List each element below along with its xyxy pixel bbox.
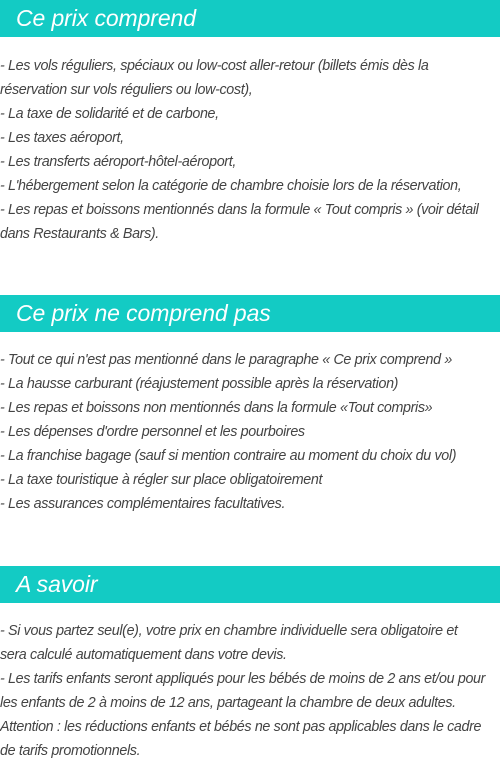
text-line: - Si vous partez seul(e), votre prix en chambre individuelle sera obligatoire et — [0, 623, 458, 639]
text-line: de tarifs promotionnels. — [0, 743, 141, 759]
text-line: - Les dépenses d'ordre personnel et les pourboires — [0, 424, 305, 440]
text-line: - Les repas et boissons non mentionnés dans la formule «Tout compris» — [0, 400, 433, 416]
text-line: dans Restaurants & Bars). — [0, 226, 159, 242]
section-header-ce-prix-comprend — [0, 0, 500, 37]
text-line: - L'hébergement selon la catégorie de chambre choisie lors de la réservation, — [0, 178, 462, 194]
text-line: sera calculé automatiquement dans votre devis. — [0, 647, 287, 663]
section-header-ce-prix-ne-comprend-pas — [0, 295, 500, 332]
section-body-a-savoir — [0, 619, 500, 763]
text-line: Attention : les réductions enfants et bébés ne sont pas applicables dans le cadre — [0, 719, 482, 735]
text-line: - Les transferts aéroport-hôtel-aéroport, — [0, 154, 236, 170]
text-line: - La hausse carburant (réajustement possible après la réservation) — [0, 376, 399, 392]
section-body-ce-prix-comprend — [0, 54, 500, 246]
text-line: - Les assurances complémentaires facultatives. — [0, 496, 286, 512]
section-header-a-savoir — [0, 566, 500, 603]
text-line: - La franchise bagage (sauf si mention contraire au moment du choix du vol) — [0, 448, 457, 464]
text-line: - La taxe touristique à régler sur place obligatoirement — [0, 472, 323, 488]
text-line: - La taxe de solidarité et de carbone, — [0, 106, 219, 122]
section-title: A savoir — [16, 571, 98, 597]
section-title: Ce prix ne comprend pas — [16, 300, 271, 326]
text-line: - Les taxes aéroport, — [0, 130, 124, 146]
text-line: - Les tarifs enfants seront appliqués pour les bébés de moins de 2 ans et/ou pour — [0, 671, 486, 687]
section-title: Ce prix comprend — [16, 5, 196, 31]
section-body-ce-prix-ne-comprend-pas — [0, 348, 500, 516]
text-line: - Tout ce qui n'est pas mentionné dans le paragraphe « Ce prix comprend » — [0, 352, 452, 368]
text-line: réservation sur vols réguliers ou low-cost), — [0, 82, 253, 98]
text-line: - Les repas et boissons mentionnés dans la formule « Tout compris » (voir détail — [0, 202, 479, 218]
text-line: - Les vols réguliers, spéciaux ou low-cost aller-retour (billets émis dès la — [0, 58, 429, 74]
text-line: les enfants de 2 à moins de 12 ans, partageant la chambre de deux adultes. — [0, 695, 456, 711]
